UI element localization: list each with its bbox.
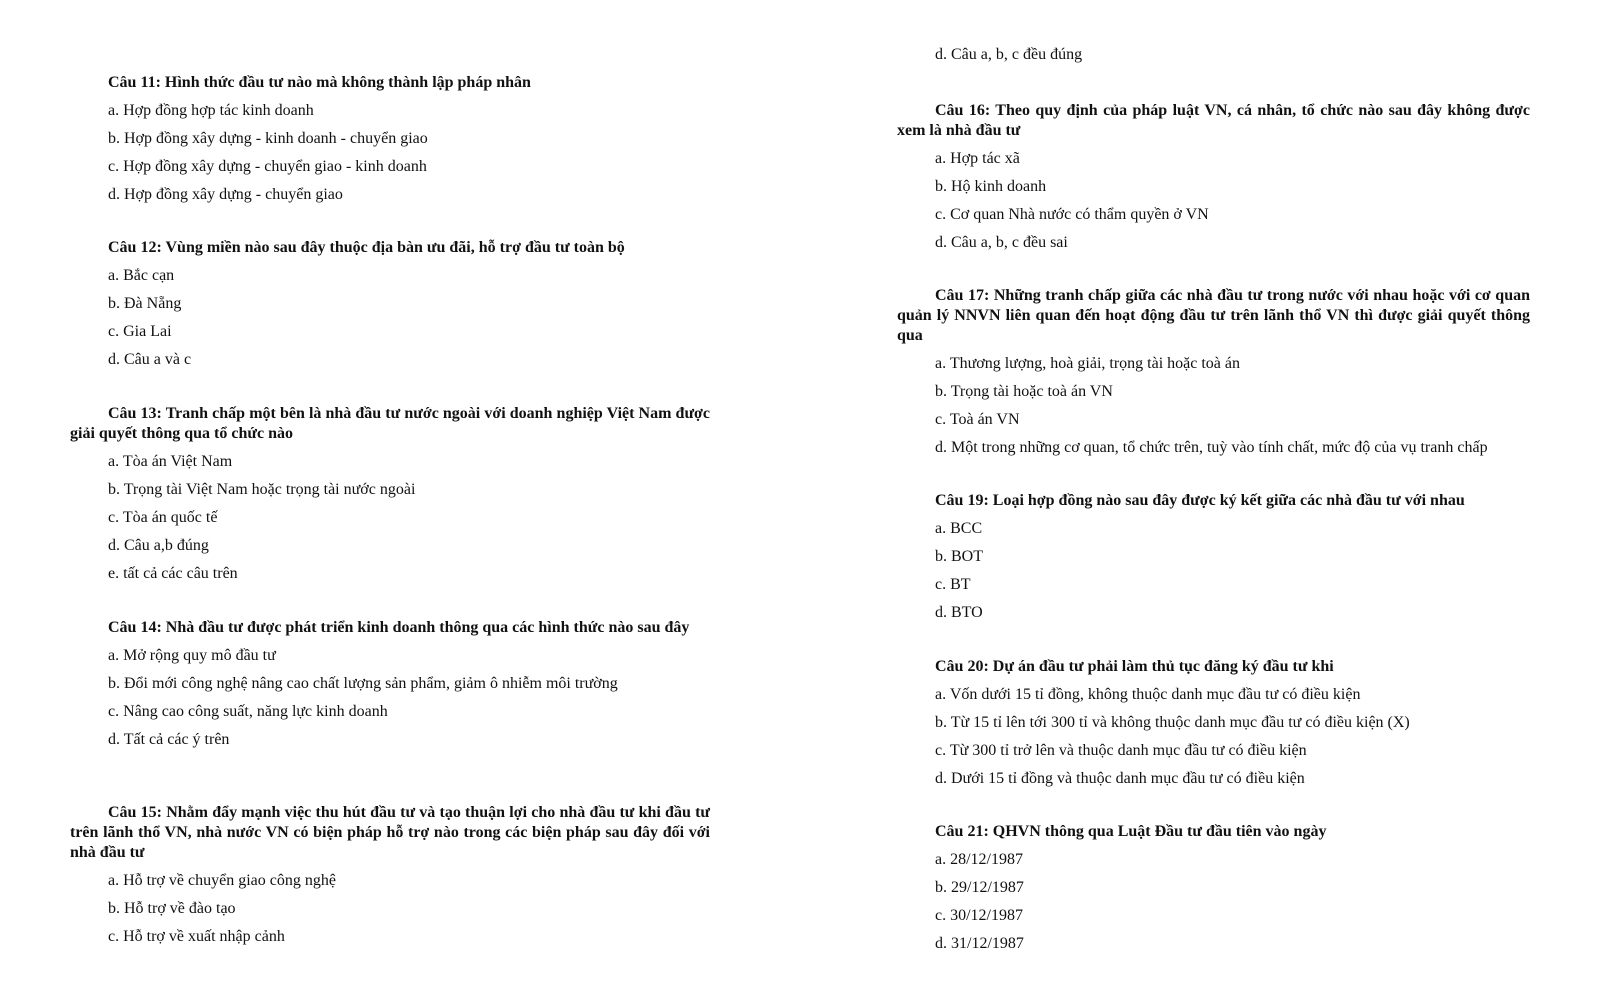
question-19 bbox=[897, 491, 1530, 623]
question-title: Câu 16: Theo quy định của pháp luật VN, cá nhân, tổ chức nào sau đây không được xem là nhà đầu tư bbox=[897, 102, 1530, 139]
answer-option: b. Hỗ trợ về đào tạo bbox=[108, 900, 236, 917]
answer-option: c. 30/12/1987 bbox=[935, 907, 1023, 924]
answer-option: c. Toà án VN bbox=[935, 411, 1020, 428]
answer-option: c. BT bbox=[935, 576, 971, 593]
answer-option: d. BTO bbox=[935, 604, 983, 621]
answer-option: c. Hỗ trợ về xuất nhập cảnh bbox=[108, 928, 285, 945]
answer-option: d. Hợp đồng xây dựng - chuyển giao bbox=[108, 186, 343, 203]
question-title: Câu 15: Nhằm đẩy mạnh việc thu hút đầu tư và tạo thuận lợi cho nhà đầu tư khi đầu tư trên lãnh thổ VN, nhà nước VN có biện pháp hỗ trợ nào trong các biện pháp sau đây đối với nhà đầu tư bbox=[70, 804, 710, 861]
answer-option: d. Dưới 15 tỉ đồng và thuộc danh mục đầu tư có điều kiện bbox=[935, 770, 1305, 787]
answer-option: c. Tòa án quốc tế bbox=[108, 509, 218, 526]
question-title: Câu 12: Vùng miền nào sau đây thuộc địa bàn ưu đãi, hỗ trợ đầu tư toàn bộ bbox=[108, 239, 625, 256]
question-11 bbox=[70, 73, 710, 205]
answer-option: b. Trọng tài Việt Nam hoặc trọng tài nước ngoài bbox=[108, 481, 416, 498]
answer-option: c. Cơ quan Nhà nước có thẩm quyền ở VN bbox=[935, 206, 1209, 223]
answer-option: a. 28/12/1987 bbox=[935, 851, 1023, 868]
question-14 bbox=[70, 618, 710, 750]
answer-option: b. Từ 15 tỉ lên tới 300 tỉ và không thuộc danh mục đầu tư có điều kiện (X) bbox=[935, 714, 1410, 731]
question-title: Câu 20: Dự án đầu tư phải làm thủ tục đăng ký đầu tư khi bbox=[935, 658, 1334, 675]
carryover-answer bbox=[897, 37, 1530, 65]
answer-option: e. tất cả các câu trên bbox=[108, 565, 238, 582]
answer-option: b. Hợp đồng xây dựng - kinh doanh - chuyển giao bbox=[108, 130, 428, 147]
answer-option: b. Đà Nẵng bbox=[108, 295, 182, 312]
question-20 bbox=[897, 657, 1530, 789]
question-17 bbox=[897, 286, 1530, 458]
question-16 bbox=[897, 101, 1530, 253]
question-title: Câu 21: QHVN thông qua Luật Đầu tư đầu tiên vào ngày bbox=[935, 823, 1327, 840]
answer-option: b. 29/12/1987 bbox=[935, 879, 1024, 896]
question-title: Câu 14: Nhà đầu tư được phát triển kinh doanh thông qua các hình thức nào sau đây bbox=[108, 619, 690, 636]
answer-option: a. Hợp đồng hợp tác kinh doanh bbox=[108, 102, 314, 119]
answer-option: b. Hộ kinh doanh bbox=[935, 178, 1047, 195]
question-21 bbox=[897, 822, 1530, 954]
question-title: Câu 13: Tranh chấp một bên là nhà đầu tư nước ngoài với doanh nghiệp Việt Nam được giải quyết thông qua tổ chức nào bbox=[70, 405, 710, 442]
answer-option: d. Câu a và c bbox=[108, 351, 192, 368]
answer-option: a. Bắc cạn bbox=[108, 267, 175, 284]
answer-option: d. 31/12/1987 bbox=[935, 935, 1024, 952]
answer-option: a. Thương lượng, hoà giải, trọng tài hoặc toà án bbox=[935, 355, 1241, 372]
answer-option: b. Đổi mới công nghệ nâng cao chất lượng sản phẩm, giảm ô nhiễm môi trường bbox=[108, 675, 618, 692]
answer-option: a. Hỗ trợ về chuyển giao công nghệ bbox=[108, 872, 336, 889]
question-title: Câu 19: Loại hợp đồng nào sau đây được ký kết giữa các nhà đầu tư với nhau bbox=[935, 492, 1465, 509]
answer-option: a. BCC bbox=[935, 520, 983, 537]
question-title: Câu 11: Hình thức đầu tư nào mà không thành lập pháp nhân bbox=[108, 74, 531, 91]
answer-option: a. Vốn dưới 15 tỉ đồng, không thuộc danh mục đầu tư có điều kiện bbox=[935, 686, 1361, 703]
answer-option: d. Câu a,b đúng bbox=[108, 537, 209, 554]
question-15 bbox=[70, 803, 710, 947]
question-13 bbox=[70, 404, 710, 584]
answer-option: c. Nâng cao công suất, năng lực kinh doanh bbox=[108, 703, 388, 720]
answer-option: c. Gia Lai bbox=[108, 323, 172, 340]
answer-option: d. Tất cả các ý trên bbox=[108, 731, 230, 748]
question-title: Câu 17: Những tranh chấp giữa các nhà đầu tư trong nước với nhau hoặc với cơ quan quản lý NNVN liên quan đến hoạt động đầu tư trên lãnh thổ VN thì được giải quyết thông qua bbox=[897, 287, 1530, 344]
answer-option: a. Mở rộng quy mô đầu tư bbox=[108, 647, 276, 664]
answer-option: d. Câu a, b, c đều đúng bbox=[935, 46, 1083, 63]
answer-option: d. Câu a, b, c đều sai bbox=[935, 234, 1068, 251]
answer-option: a. Hợp tác xã bbox=[935, 150, 1020, 167]
answer-option: d. Một trong những cơ quan, tổ chức trên, tuỳ vào tính chất, mức độ của vụ tranh chấp bbox=[935, 439, 1488, 456]
answer-option: c. Từ 300 tỉ trở lên và thuộc danh mục đầu tư có điều kiện bbox=[935, 742, 1307, 759]
answer-option: a. Tòa án Việt Nam bbox=[108, 453, 233, 470]
answer-option: c. Hợp đồng xây dựng - chuyển giao - kinh doanh bbox=[108, 158, 427, 175]
question-12 bbox=[70, 238, 710, 370]
answer-option: b. Trọng tài hoặc toà án VN bbox=[935, 383, 1113, 400]
answer-option: b. BOT bbox=[935, 548, 983, 565]
